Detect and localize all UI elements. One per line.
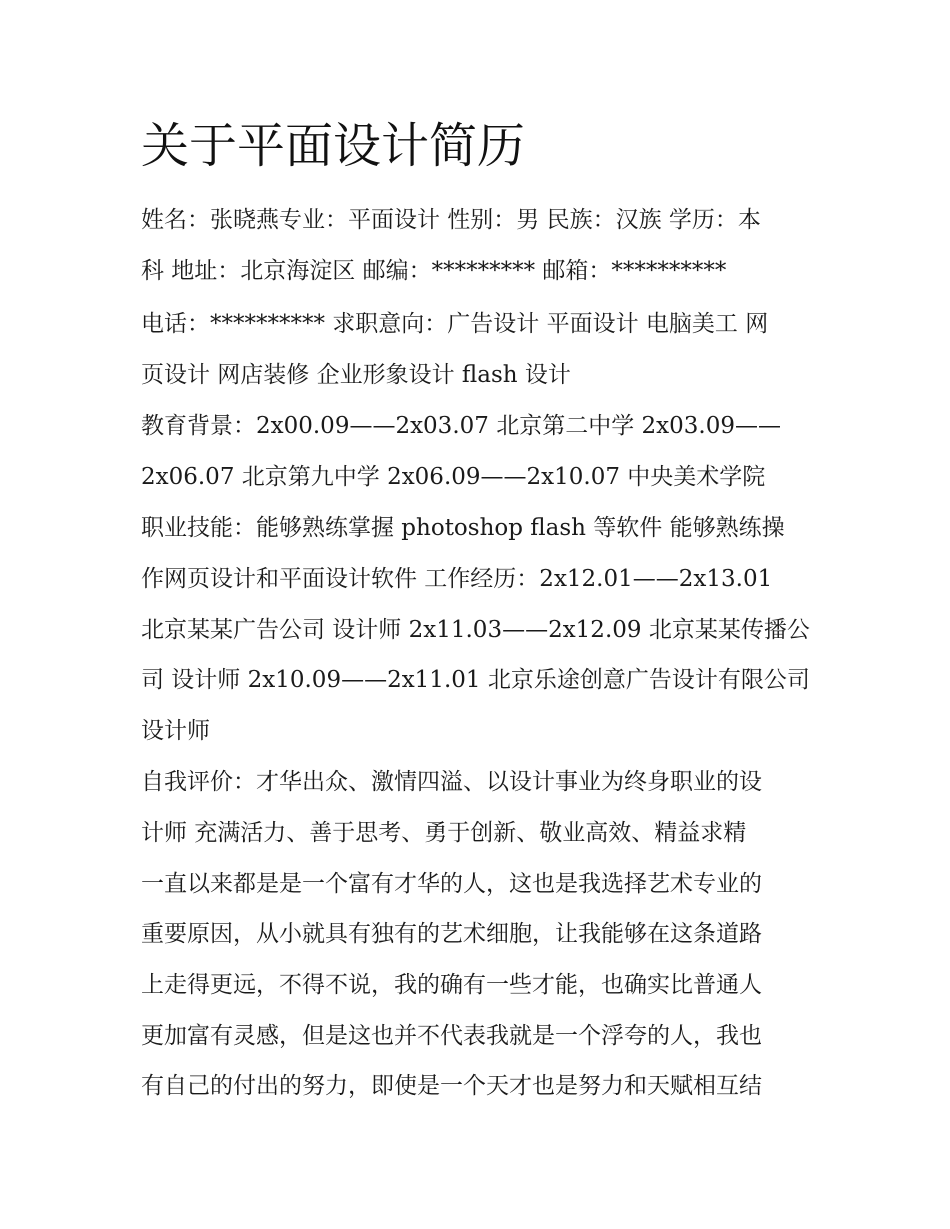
text-line: 教育背景：2x00.09——2x03.07 北京第二中学 2x03.09——	[141, 413, 781, 439]
text-line: 司 设计师 2x10.09——2x11.01 北京乐途创意广告设计有限公司	[141, 667, 810, 693]
text-line: 更加富有灵感，但是这也并不代表我就是一个浮夸的人，我也	[141, 1023, 762, 1049]
text-line: 电话：********** 求职意向：广告设计 平面设计 电脑美工 网	[141, 311, 769, 337]
text-line: 科 地址：北京海淀区 邮编：********* 邮箱：**********	[141, 258, 727, 284]
text-line: 2x06.07 北京第九中学 2x06.09——2x10.07 中央美术学院	[141, 464, 766, 490]
text-line: 一直以来都是是一个富有才华的人，这也是我选择艺术专业的	[141, 871, 762, 897]
text-line: 作网页设计和平面设计软件 工作经历：2x12.01——2x13.01	[141, 566, 773, 592]
text-line: 自我评价：才华出众、激情四溢、以设计事业为终身职业的设	[141, 769, 762, 795]
text-line: 职业技能：能够熟练掌握 photoshop flash 等软件 能够熟练操	[141, 515, 785, 541]
text-line: 重要原因，从小就具有独有的艺术细胞，让我能够在这条道路	[141, 921, 762, 947]
text-line: 页设计 网店装修 企业形象设计 flash 设计	[141, 362, 571, 388]
text-line: 有自己的付出的努力，即使是一个天才也是努力和天赋相互结	[141, 1073, 762, 1099]
text-line: 设计师	[141, 718, 210, 744]
text-line: 姓名：张晓燕专业：平面设计 性别：男 民族：汉族 学历：本	[141, 207, 761, 233]
text-line: 北京某某广告公司 设计师 2x11.03——2x12.09 北京某某传播公	[141, 617, 810, 643]
text-line: 计师 充满活力、善于思考、勇于创新、敬业高效、精益求精	[141, 820, 747, 846]
document-title: 关于平面设计简历	[141, 118, 526, 174]
text-line: 上走得更远，不得不说，我的确有一些才能，也确实比普通人	[141, 972, 762, 998]
